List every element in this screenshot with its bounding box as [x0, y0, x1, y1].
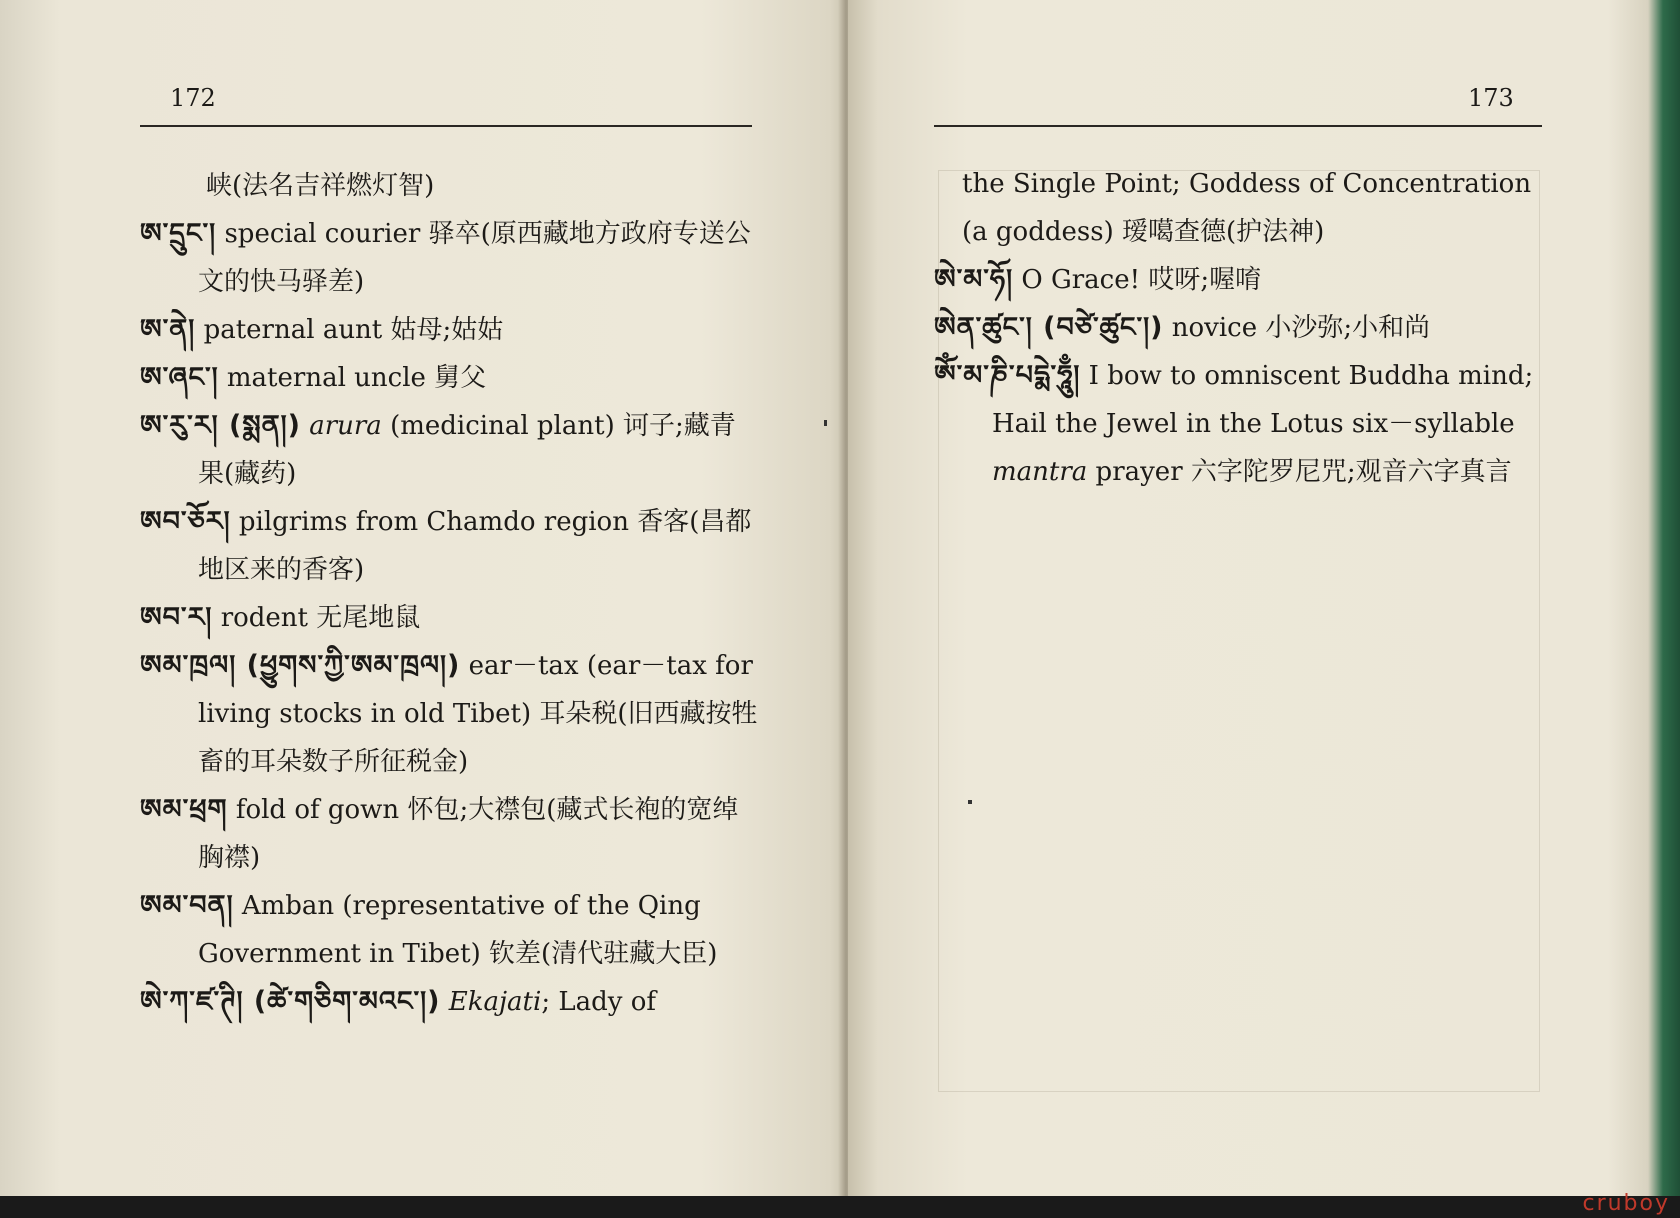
- entry-english: paternal aunt: [203, 315, 383, 345]
- entry-tibetan: ཨེན་ཚུང་། (བཙེ་ཚུང་།): [934, 312, 1164, 343]
- entry-tibetan: ཨབ་ཅོར།: [140, 506, 231, 537]
- entry-tibetan: ཨབ་ར།: [140, 602, 213, 633]
- list-item: [140, 882, 760, 978]
- entry-english-italic: mantra: [992, 457, 1088, 487]
- list-item: [140, 594, 760, 642]
- entry-chinese: 诃子;藏青果(藏药): [198, 411, 736, 489]
- entry-chinese: 香客(昌都地区来的香客): [198, 507, 752, 585]
- list-item: [140, 498, 760, 594]
- entry-english-tail: prayer: [1095, 457, 1183, 487]
- entry-tibetan: ཨོཾ་མ་ཎི་པདྨེ་ཧཱུྃ།: [934, 360, 1081, 391]
- list-item: [140, 210, 760, 306]
- entry-english-italic: Ekajati: [448, 987, 542, 1017]
- entry-tibetan: ཨ་དྲུང་།: [140, 218, 217, 249]
- page-number-right: 173: [1468, 84, 1514, 112]
- entry-tibetan: ཨེ་མ་ཧོ།: [934, 264, 1014, 295]
- list-item: [140, 306, 760, 354]
- entry-english: Amban (representative of the Qing Government in Tibet): [198, 891, 701, 969]
- header-rule-left: [140, 125, 752, 127]
- entry-tibetan: ཨམ་ཁྲལ། (ཕྱུགས་ཀྱི་ཨམ་ཁྲལ།): [140, 650, 461, 681]
- list-item: [934, 304, 1546, 352]
- entry-english: fold of gown: [235, 795, 400, 825]
- entry-english: pilgrims from Chamdo region: [238, 507, 629, 537]
- entry-chinese: 六字陀罗尼咒;观音六字真言: [1190, 457, 1512, 487]
- entry-tibetan: ཨ་ཞང་།: [140, 362, 219, 393]
- entry-tibetan: ཨམ་བན།: [140, 890, 234, 921]
- entry-tibetan: ཨེ་ཀ་ཛ་ཊི། (ཚེ་གཅིག་མའང་།): [140, 986, 441, 1017]
- list-item: [140, 978, 760, 1026]
- entry-chinese: 哎呀;喔唷: [1148, 265, 1262, 295]
- entry-chinese: 小沙弥;小和尚: [1265, 313, 1431, 343]
- entry-tibetan: ཨ་རུ་ར། (སྨན།): [140, 410, 301, 441]
- list-item: [140, 162, 760, 210]
- entry-english: O Grace!: [1021, 265, 1141, 295]
- entry-chinese: 姑母;姑姑: [390, 315, 504, 345]
- entry-chinese: 耳朵税(旧西藏按牲畜的耳朵数子所征税金): [198, 699, 758, 777]
- page-number-left: 172: [170, 84, 216, 112]
- header-rule-right: [934, 125, 1542, 127]
- entry-english: special courier: [224, 219, 421, 249]
- left-entries: [140, 162, 760, 1026]
- entry-english: the Single Point; Goddess of Concentration (a goddess): [962, 169, 1532, 247]
- entry-english: ear－tax (ear－tax for living stocks in old Tibet): [198, 651, 753, 729]
- watermark: cruboy: [1582, 1191, 1670, 1216]
- list-item: [934, 160, 1546, 256]
- entry-chinese: 峡(法名吉祥燃灯智): [206, 171, 435, 201]
- entry-chinese: 无尾地鼠: [316, 603, 421, 633]
- right-page: [848, 0, 1680, 1196]
- speck: [968, 800, 972, 804]
- gutter-mark: [824, 420, 827, 426]
- entry-english: I bow to omniscent Buddha mind; Hail the Jewel in the Lotus six－syllable: [992, 361, 1534, 439]
- entry-tibetan: ཨ་ནེ།: [140, 314, 196, 345]
- entry-chinese: 怀包;大襟包(藏式长袍的宽绰胸襟): [198, 795, 739, 873]
- list-item: [140, 402, 760, 498]
- list-item: [140, 642, 760, 786]
- list-item: [934, 352, 1546, 496]
- list-item: [140, 786, 760, 882]
- list-item: [934, 256, 1546, 304]
- entry-english: (medicinal plant): [390, 411, 615, 441]
- list-item: [140, 354, 760, 402]
- right-entries: [934, 160, 1546, 496]
- entry-chinese: 舅父: [434, 363, 487, 393]
- left-page: [0, 0, 848, 1196]
- entry-chinese: 瑷噶查德(护法神): [1121, 217, 1325, 247]
- entry-english: maternal uncle: [226, 363, 426, 393]
- entry-english: ; Lady of: [541, 987, 656, 1017]
- entry-tibetan: ཨམ་ཕྲག: [140, 794, 228, 825]
- entry-chinese: 钦差(清代驻藏大臣): [489, 939, 718, 969]
- entry-english: rodent: [220, 603, 308, 633]
- entry-chinese: 驿卒(原西藏地方政府专送公文的快马驿差): [198, 219, 751, 297]
- entry-english-italic: arura: [309, 411, 382, 441]
- entry-english: novice: [1171, 313, 1258, 343]
